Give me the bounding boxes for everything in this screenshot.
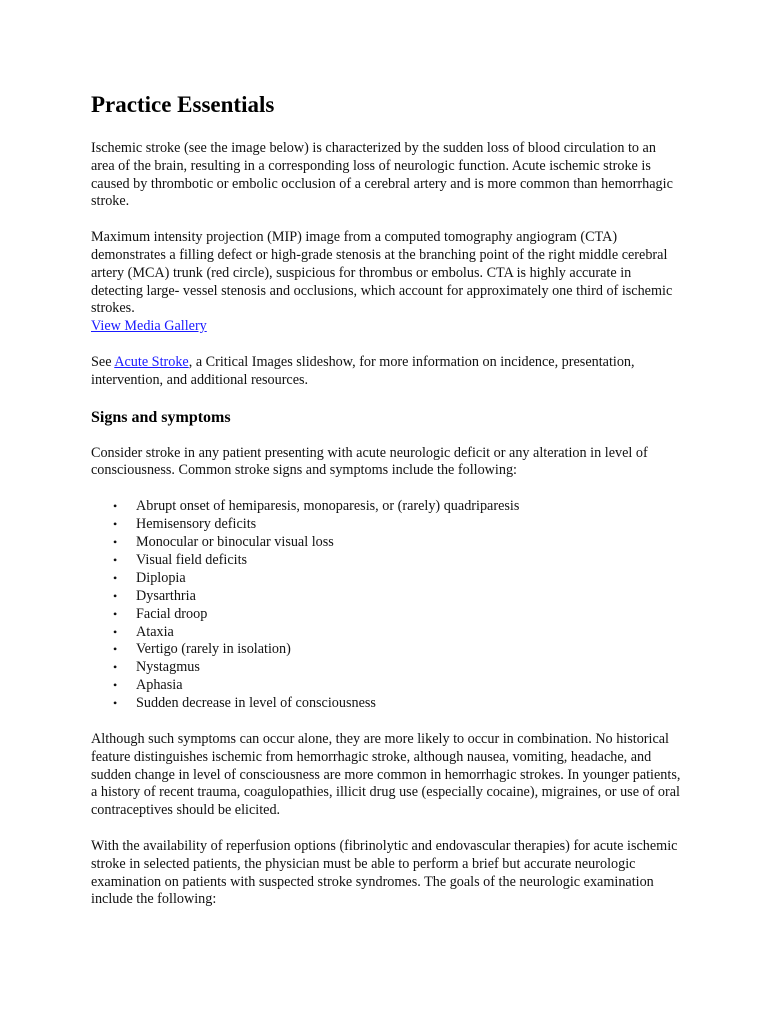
list-item: [91, 588, 681, 606]
list-item: [91, 516, 681, 534]
list-item: [91, 659, 681, 677]
bullet-icon: •: [113, 517, 118, 532]
combination-paragraph: Although such symptoms can occur alone, they are more likely to occur in combination. No historical feature distinguishes ischemic from hemorrhagic stroke, although nausea, vomiting, headache, and sudden change in level of consciousness are more common in hemorrhagic strokes. In younger patients, a history of recent trauma, coagulopathies, illicit drug use (especially cocaine), migraines, or use of oral contraceptives should be elicited.: [91, 731, 681, 819]
page-title: Practice Essentials: [91, 92, 275, 117]
see-also-suffix: , a Critical Images slideshow, for more information on incidence, presentation, intervention, and additional resources.: [91, 353, 635, 388]
image-caption-text: Maximum intensity projection (MIP) image from a computed tomography angiogram (CTA) demonstrates a filling defect or high-grade stenosis at the branching point of the right middle cerebral artery (MCA) trunk (red circle), suspicious for thrombus or embolus. CTA is highly accurate in detecting large- vessel stenosis and occlusions, which account for approximately one third of ischemic strokes.: [91, 229, 673, 317]
list-item-text: Abrupt onset of hemiparesis, monoparesis, or (rarely) quadriparesis: [136, 498, 520, 515]
acute-stroke-link[interactable]: Acute Stroke: [114, 353, 189, 370]
intro-paragraph: Ischemic stroke (see the image below) is characterized by the sudden loss of blood circulation to an area of the brain, resulting in a corresponding loss of neurologic function. Acute ischemic stroke is caused by thrombotic or embolic occlusion of a cerebral artery and is more common than hemorrhagic stroke.: [91, 140, 673, 210]
media-link-line: [91, 318, 681, 336]
bullet-icon: •: [113, 678, 118, 693]
bullet-icon: •: [113, 606, 118, 621]
reperfusion-paragraph: With the availability of reperfusion options (fibrinolytic and endovascular therapies) for acute ischemic stroke in selected patients, the physician must be able to perform a brief but accurate neurologic examination on patients with suspected stroke syndromes. The goals of the neurologic examination include the following:: [91, 838, 678, 908]
list-item: [91, 677, 681, 695]
list-item: [91, 552, 681, 570]
list-item-text: Aphasia: [136, 677, 183, 694]
list-item-text: Vertigo (rarely in isolation): [136, 641, 291, 658]
list-item-text: Dysarthria: [136, 587, 196, 604]
list-item-text: Nystagmus: [136, 659, 200, 676]
list-item-text: Ataxia: [136, 623, 174, 640]
list-item-text: Visual field deficits: [136, 551, 248, 568]
list-item: [91, 534, 681, 552]
symptom-list: [91, 498, 681, 713]
bullet-icon: •: [113, 660, 118, 675]
signs-intro-paragraph: Consider stroke in any patient presenting with acute neurologic deficit or any alteration in level of consciousness. Common stroke signs and symptoms include the following:: [91, 444, 648, 479]
list-item-text: Sudden decrease in level of consciousness: [136, 695, 376, 712]
bullet-icon: •: [113, 696, 118, 711]
bullet-icon: •: [113, 570, 118, 585]
bullet-icon: •: [113, 588, 118, 603]
bullet-icon: •: [113, 624, 118, 639]
list-item-text: Facial droop: [136, 605, 208, 622]
list-item: [91, 570, 681, 588]
list-item: [91, 695, 681, 713]
list-item: [91, 624, 681, 642]
see-also-prefix: See: [91, 353, 115, 370]
bullet-icon: •: [113, 552, 118, 567]
bullet-icon: •: [113, 534, 118, 549]
see-also-paragraph: [91, 354, 681, 390]
list-item: [91, 641, 681, 659]
document-page: [91, 90, 681, 927]
image-caption-paragraph: [91, 229, 681, 318]
view-media-gallery-link[interactable]: View Media Gallery: [91, 318, 207, 335]
list-item: [91, 606, 681, 624]
list-item-text: Diplopia: [136, 569, 186, 586]
signs-heading: Signs and symptoms: [91, 408, 231, 426]
bullet-icon: •: [113, 499, 118, 514]
bullet-icon: •: [113, 642, 118, 657]
list-item-text: Hemisensory deficits: [136, 516, 257, 533]
list-item: [91, 498, 681, 516]
list-item-text: Monocular or binocular visual loss: [136, 533, 334, 550]
